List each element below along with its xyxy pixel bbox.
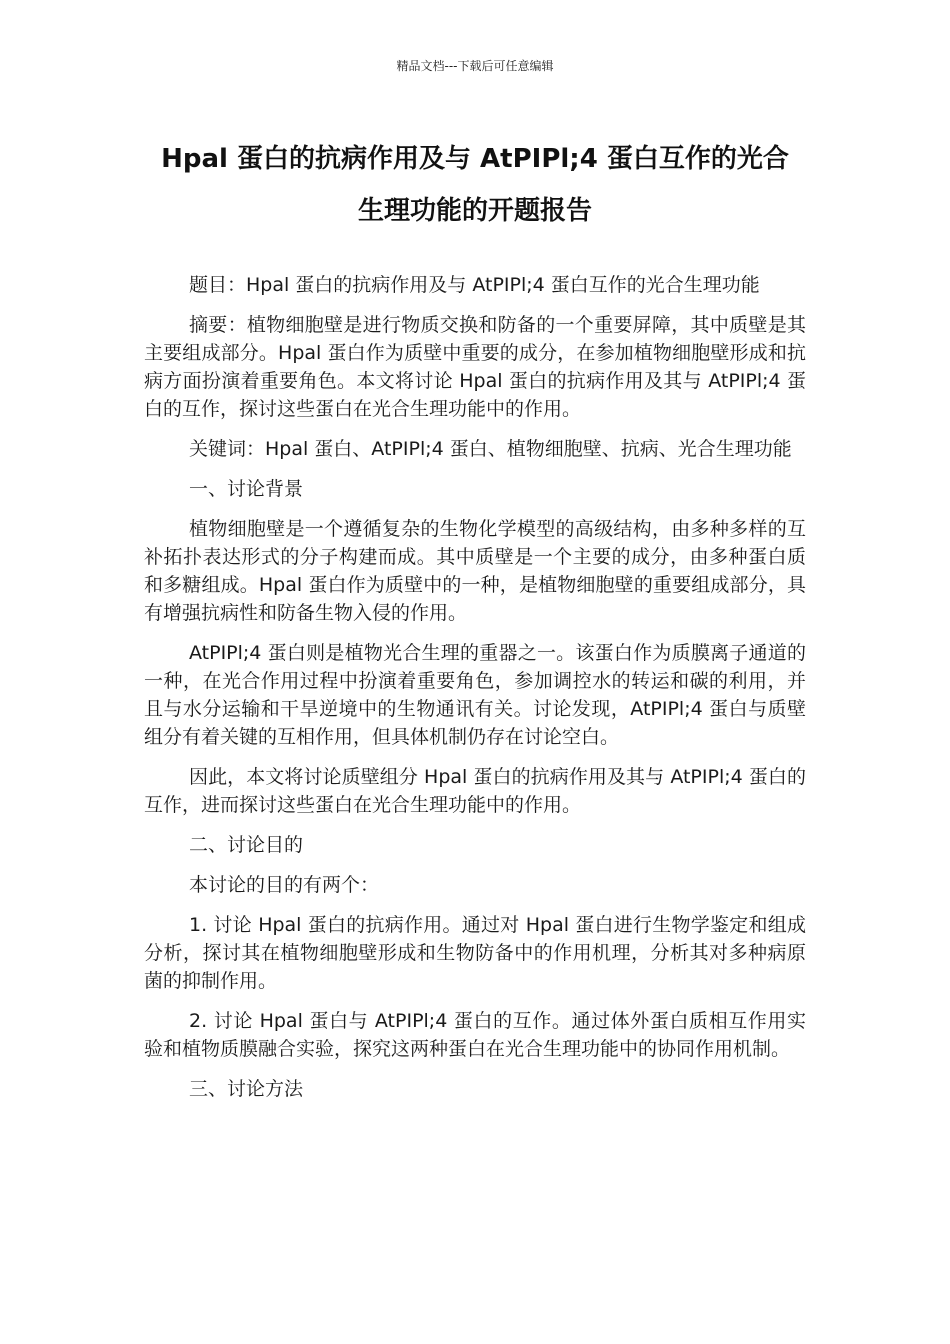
section-heading-methods: 三、讨论方法 bbox=[189, 1078, 304, 1100]
background-paragraph-1: 植物细胞壁是一个遵循复杂的生物化学模型的高级结构，由多种多样的互补拓扑表达形式的分子构建而成。其中质壁是一个主要的成分，由多种蛋白质和多糖组成。Hpal 蛋白作为质壁中的一种，是植物细胞壁的重要组成部分，具有增强抗病性和防备生物入侵的作用。 bbox=[144, 518, 806, 624]
background-paragraph-3: 因此，本文将讨论质壁组分 Hpal 蛋白的抗病作用及其与 AtPIPl;4 蛋白的互作，进而探讨这些蛋白在光合生理功能中的作用。 bbox=[144, 766, 806, 816]
section-heading-background: 一、讨论背景 bbox=[189, 478, 304, 500]
purpose-item-2: 2. 讨论 Hpal 蛋白与 AtPIPl;4 蛋白的互作。通过体外蛋白质相互作用实验和植物质膜融合实验，探究这两种蛋白在光合生理功能中的协同作用机制。 bbox=[144, 1010, 806, 1060]
purpose-intro: 本讨论的目的有两个： bbox=[189, 874, 380, 896]
background-paragraph-2: AtPIPl;4 蛋白则是植物光合生理的重器之一。该蛋白作为质膜离子通道的一种，在光合作用过程中扮演着重要角色，参加调控水的转运和碳的利用，并且与水分运输和干旱逆境中的生物通讯有关。讨论发现，AtPIPl;4 蛋白与质壁组分有着关键的互相作用，但具体机制仍存在讨论空白。 bbox=[144, 642, 806, 748]
abstract-paragraph: 摘要：植物细胞壁是进行物质交换和防备的一个重要屏障，其中质壁是其主要组成部分。Hpal 蛋白作为质壁中重要的成分，在参加植物细胞壁形成和抗病方面扮演着重要角色。本文将讨论 Hpal 蛋白的抗病作用及其与 AtPIPl;4 蛋白的互作，探讨这些蛋白在光合生理功能中的作用。 bbox=[144, 314, 806, 420]
topic-paragraph: 题目：Hpal 蛋白的抗病作用及与 AtPIPl;4 蛋白互作的光合生理功能 bbox=[189, 274, 760, 296]
purpose-item-1: 1. 讨论 Hpal 蛋白的抗病作用。通过对 Hpal 蛋白进行生物学鉴定和组成分析，探讨其在植物细胞壁形成和生物防备中的作用机理，分析其对多种病原菌的抑制作用。 bbox=[144, 914, 806, 992]
title-line-2: 生理功能的开题报告 bbox=[357, 196, 592, 226]
document-body bbox=[144, 271, 806, 1115]
section-heading-purpose: 二、讨论目的 bbox=[189, 834, 304, 856]
title-line-1: Hpal 蛋白的抗病作用及与 AtPIPl;4 蛋白互作的光合 bbox=[161, 144, 789, 174]
keywords-paragraph: 关键词：Hpal 蛋白、AtPIPl;4 蛋白、植物细胞壁、抗病、光合生理功能 bbox=[189, 438, 792, 460]
page-header: 精品文档---下载后可任意编辑 bbox=[396, 59, 554, 73]
document-title bbox=[120, 133, 830, 237]
